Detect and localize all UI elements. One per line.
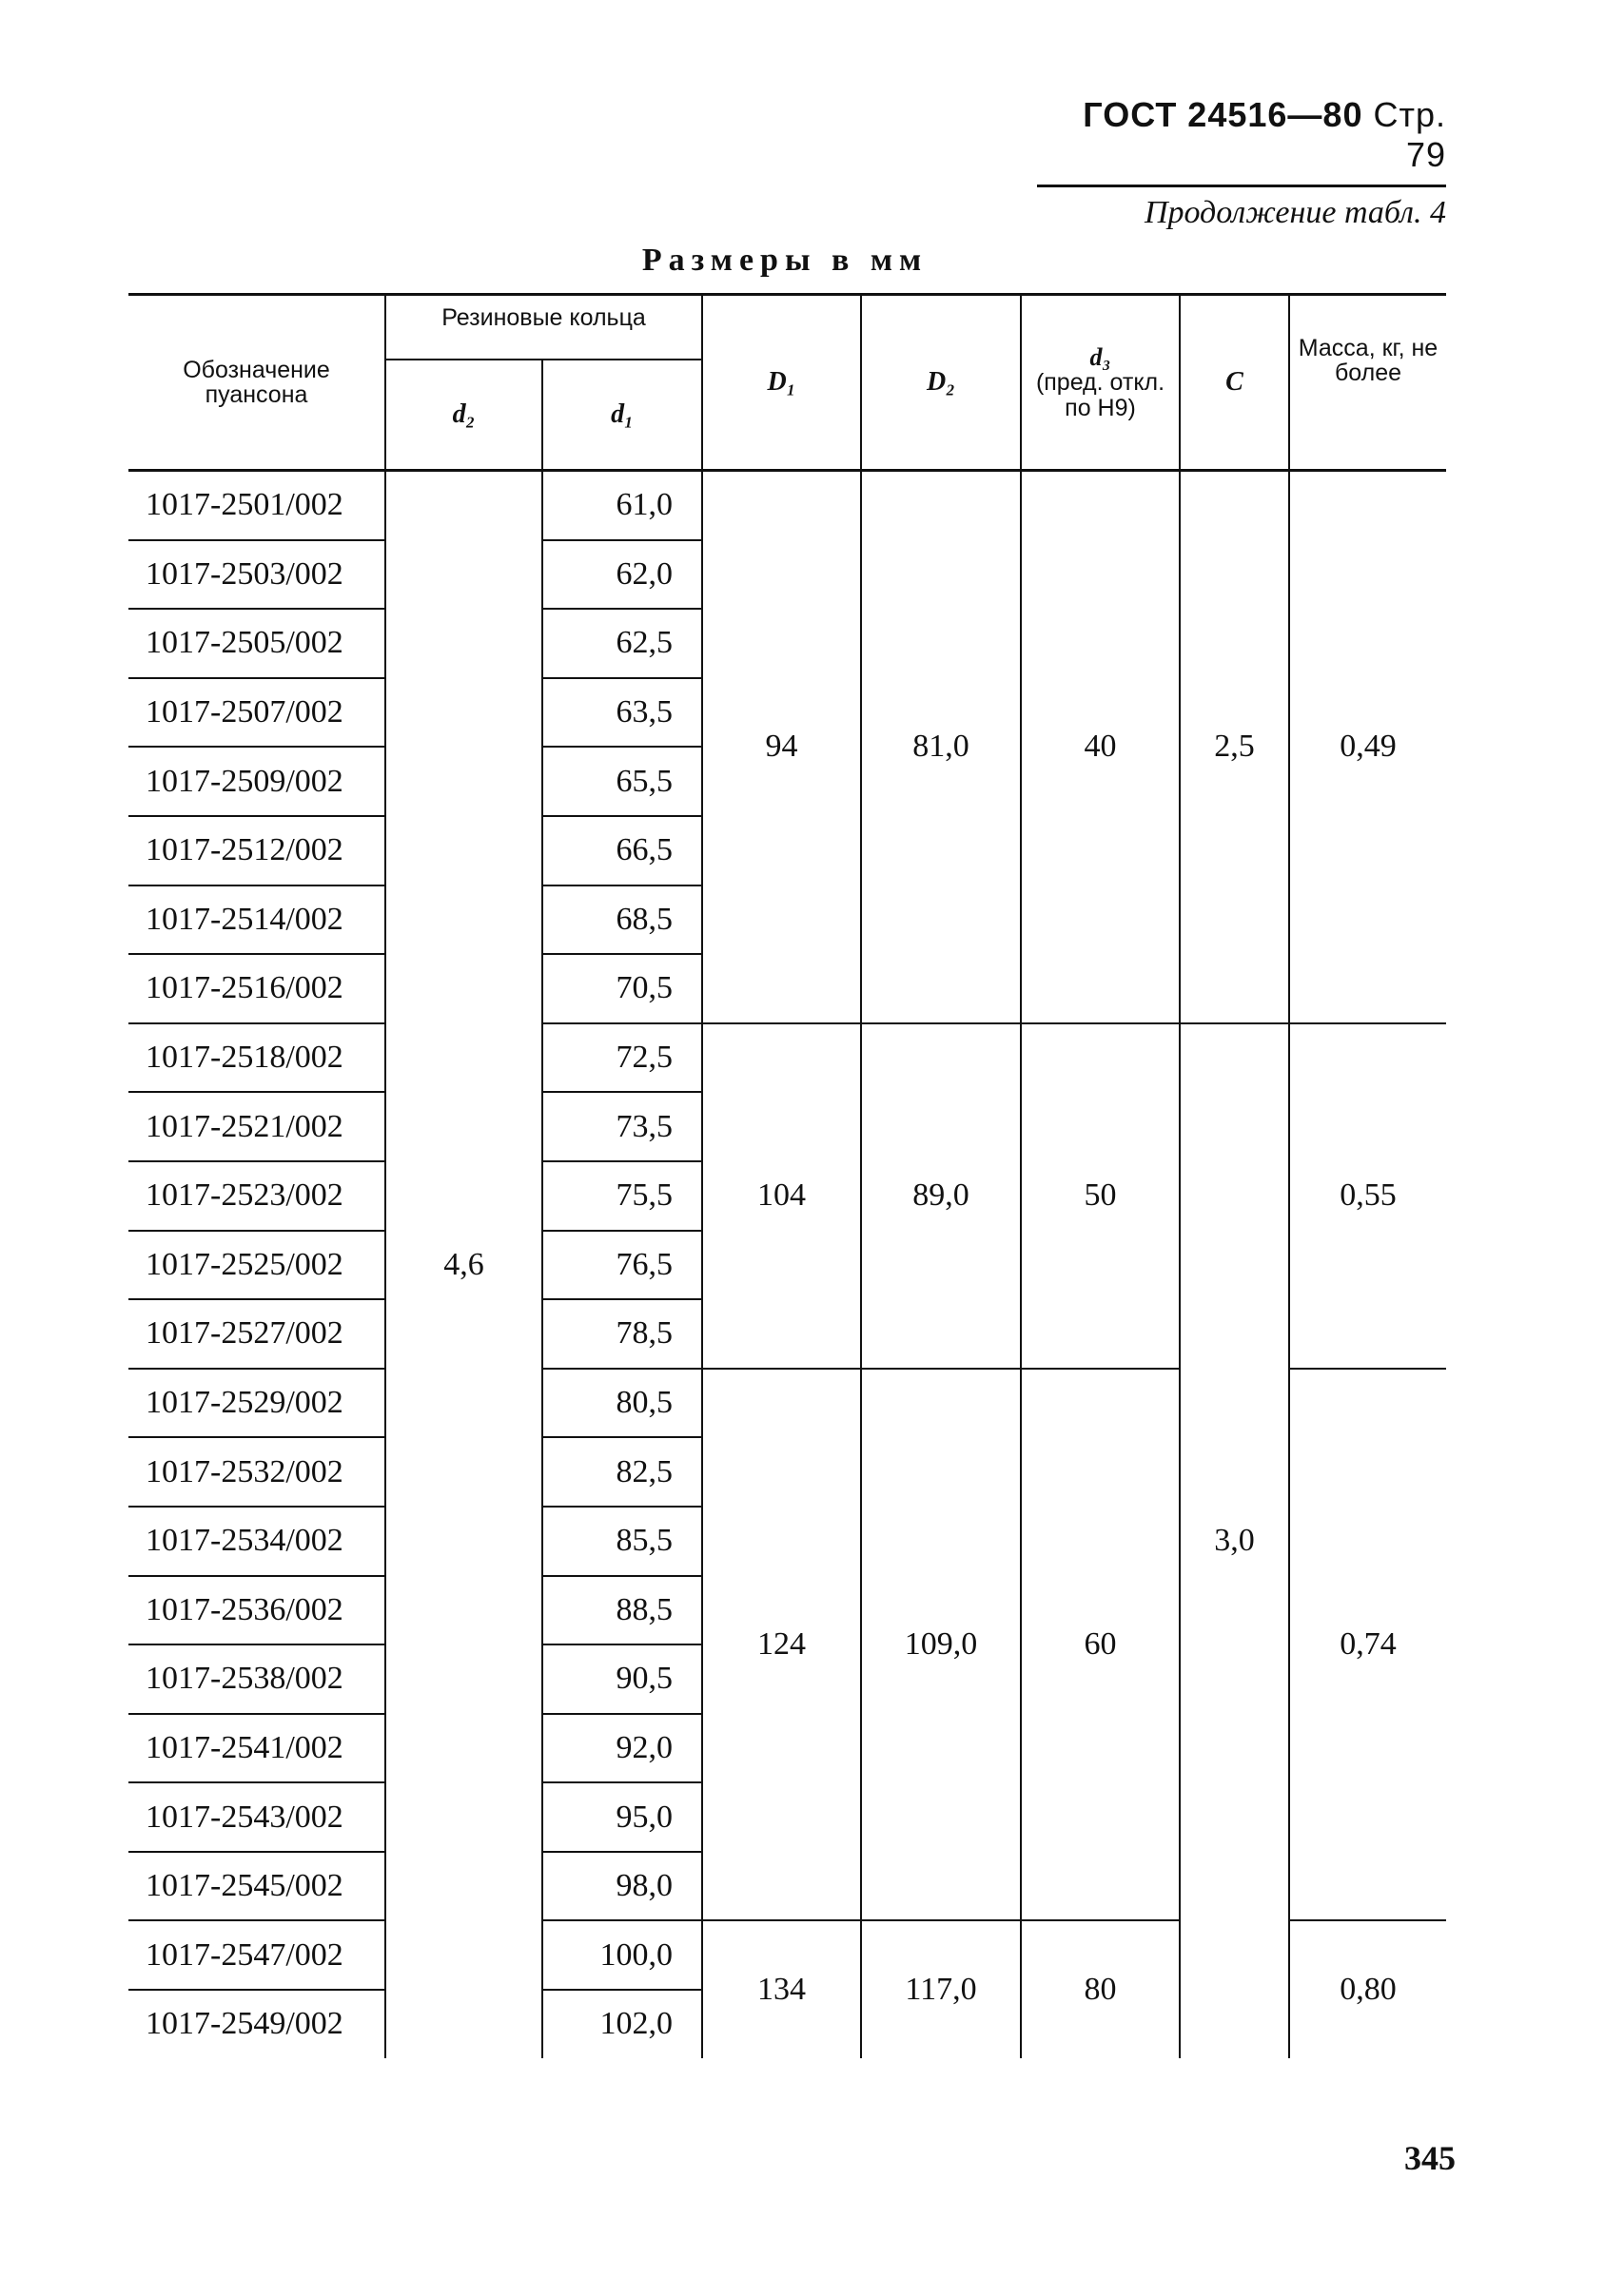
d1-cell: 82,5 bbox=[542, 1437, 702, 1507]
col-rubber-rings: Резиновые кольца bbox=[385, 295, 702, 360]
designation-cell: 1017-2532/002 bbox=[128, 1437, 385, 1507]
mass-cell: 0,74 bbox=[1289, 1369, 1446, 1921]
d1-cell: 100,0 bbox=[542, 1920, 702, 1990]
D1-cell: 134 bbox=[702, 1920, 861, 2057]
d1-cell: 72,5 bbox=[542, 1023, 702, 1093]
col-d3-symbol: d₃ bbox=[1089, 343, 1111, 372]
designation-cell: 1017-2527/002 bbox=[128, 1299, 385, 1369]
designation-cell: 1017-2521/002 bbox=[128, 1092, 385, 1161]
designation-cell: 1017-2507/002 bbox=[128, 678, 385, 748]
d1-cell: 80,5 bbox=[542, 1369, 702, 1438]
units-caption: Размеры в мм bbox=[641, 243, 929, 278]
table-continuation-caption: Продолжение табл. 4 bbox=[1144, 195, 1446, 230]
designation-cell: 1017-2538/002 bbox=[128, 1644, 385, 1714]
d1-cell: 70,5 bbox=[542, 954, 702, 1023]
designation-cell: 1017-2543/002 bbox=[128, 1782, 385, 1852]
table-row bbox=[128, 471, 1446, 540]
d1-cell: 76,5 bbox=[542, 1231, 702, 1300]
designation-cell: 1017-2547/002 bbox=[128, 1920, 385, 1990]
col-C: C bbox=[1180, 295, 1289, 471]
designation-cell: 1017-2509/002 bbox=[128, 747, 385, 816]
d3-cell: 40 bbox=[1021, 471, 1180, 1023]
d3-cell: 60 bbox=[1021, 1369, 1180, 1921]
table-body bbox=[128, 471, 1446, 2058]
mass-cell: 0,55 bbox=[1289, 1023, 1446, 1369]
d1-cell: 98,0 bbox=[542, 1852, 702, 1921]
D2-cell: 81,0 bbox=[861, 471, 1021, 1023]
page-number: 345 bbox=[1404, 2139, 1456, 2177]
punch-dimensions-table bbox=[128, 293, 1446, 2058]
d1-cell: 62,0 bbox=[542, 540, 702, 610]
designation-cell: 1017-2534/002 bbox=[128, 1507, 385, 1576]
mass-cell: 0,49 bbox=[1289, 471, 1446, 1023]
designation-cell: 1017-2541/002 bbox=[128, 1714, 385, 1783]
d1-cell: 68,5 bbox=[542, 885, 702, 955]
mass-cell: 0,80 bbox=[1289, 1920, 1446, 2057]
designation-cell: 1017-2512/002 bbox=[128, 816, 385, 885]
gost-code: ГОСТ 24516—80 bbox=[1083, 95, 1363, 134]
d1-cell: 65,5 bbox=[542, 747, 702, 816]
d1-cell: 73,5 bbox=[542, 1092, 702, 1161]
designation-cell: 1017-2505/002 bbox=[128, 609, 385, 678]
designation-cell: 1017-2549/002 bbox=[146, 2006, 343, 2042]
table-row bbox=[128, 1023, 1446, 1093]
d1-cell: 90,5 bbox=[542, 1644, 702, 1714]
col-D1: D₁ bbox=[702, 295, 861, 471]
d2-cell: 4,6 bbox=[385, 471, 542, 2058]
d1-cell: 95,0 bbox=[542, 1782, 702, 1852]
D1-cell: 104 bbox=[702, 1023, 861, 1369]
col-d3 bbox=[1021, 295, 1180, 471]
D2-cell: 117,0 bbox=[861, 1920, 1021, 2057]
designation-cell: 1017-2545/002 bbox=[128, 1852, 385, 1921]
col-d1: d₁ bbox=[542, 360, 702, 471]
d1-cell: 66,5 bbox=[542, 816, 702, 885]
d1-cell: 88,5 bbox=[542, 1576, 702, 1645]
D2-cell: 89,0 bbox=[861, 1023, 1021, 1369]
d1-cell: 102,0 bbox=[542, 1990, 702, 2058]
page-label: Стр. 79 bbox=[1373, 95, 1446, 174]
d1-cell: 75,5 bbox=[542, 1161, 702, 1231]
D2-cell: 109,0 bbox=[861, 1369, 1021, 1921]
d3-cell: 50 bbox=[1021, 1023, 1180, 1369]
col-d2: d₂ bbox=[385, 360, 542, 471]
d1-cell: 85,5 bbox=[542, 1507, 702, 1576]
designation-cell: 1017-2514/002 bbox=[128, 885, 385, 955]
designation-cell: 1017-2516/002 bbox=[128, 954, 385, 1023]
d1-cell: 63,5 bbox=[542, 678, 702, 748]
C-cell: 3,0 bbox=[1180, 1023, 1289, 2058]
designation-cell: 1017-2536/002 bbox=[128, 1576, 385, 1645]
col-mass: Масса, кг, не более bbox=[1289, 295, 1446, 471]
col-d3-note: (пред. откл. по H9) bbox=[1035, 369, 1165, 421]
designation-cell: 1017-2501/002 bbox=[128, 471, 385, 540]
col-D2: D₂ bbox=[861, 295, 1021, 471]
C-cell: 2,5 bbox=[1180, 471, 1289, 1023]
designation-cell: 1017-2523/002 bbox=[128, 1161, 385, 1231]
designation-cell: 1017-2518/002 bbox=[128, 1023, 385, 1093]
page-header bbox=[1037, 95, 1446, 187]
d1-cell: 78,5 bbox=[542, 1299, 702, 1369]
designation-cell: 1017-2503/002 bbox=[128, 540, 385, 610]
designation-cell: 1017-2525/002 bbox=[128, 1231, 385, 1300]
col-designation: Обозначение пуансона bbox=[128, 295, 385, 471]
D1-cell: 94 bbox=[702, 471, 861, 1023]
d1-cell: 61,0 bbox=[542, 471, 702, 540]
d3-cell: 80 bbox=[1021, 1920, 1180, 2057]
D1-cell: 124 bbox=[702, 1369, 861, 1921]
designation-cell: 1017-2529/002 bbox=[128, 1369, 385, 1438]
d1-cell: 92,0 bbox=[542, 1714, 702, 1783]
d1-cell: 62,5 bbox=[542, 609, 702, 678]
